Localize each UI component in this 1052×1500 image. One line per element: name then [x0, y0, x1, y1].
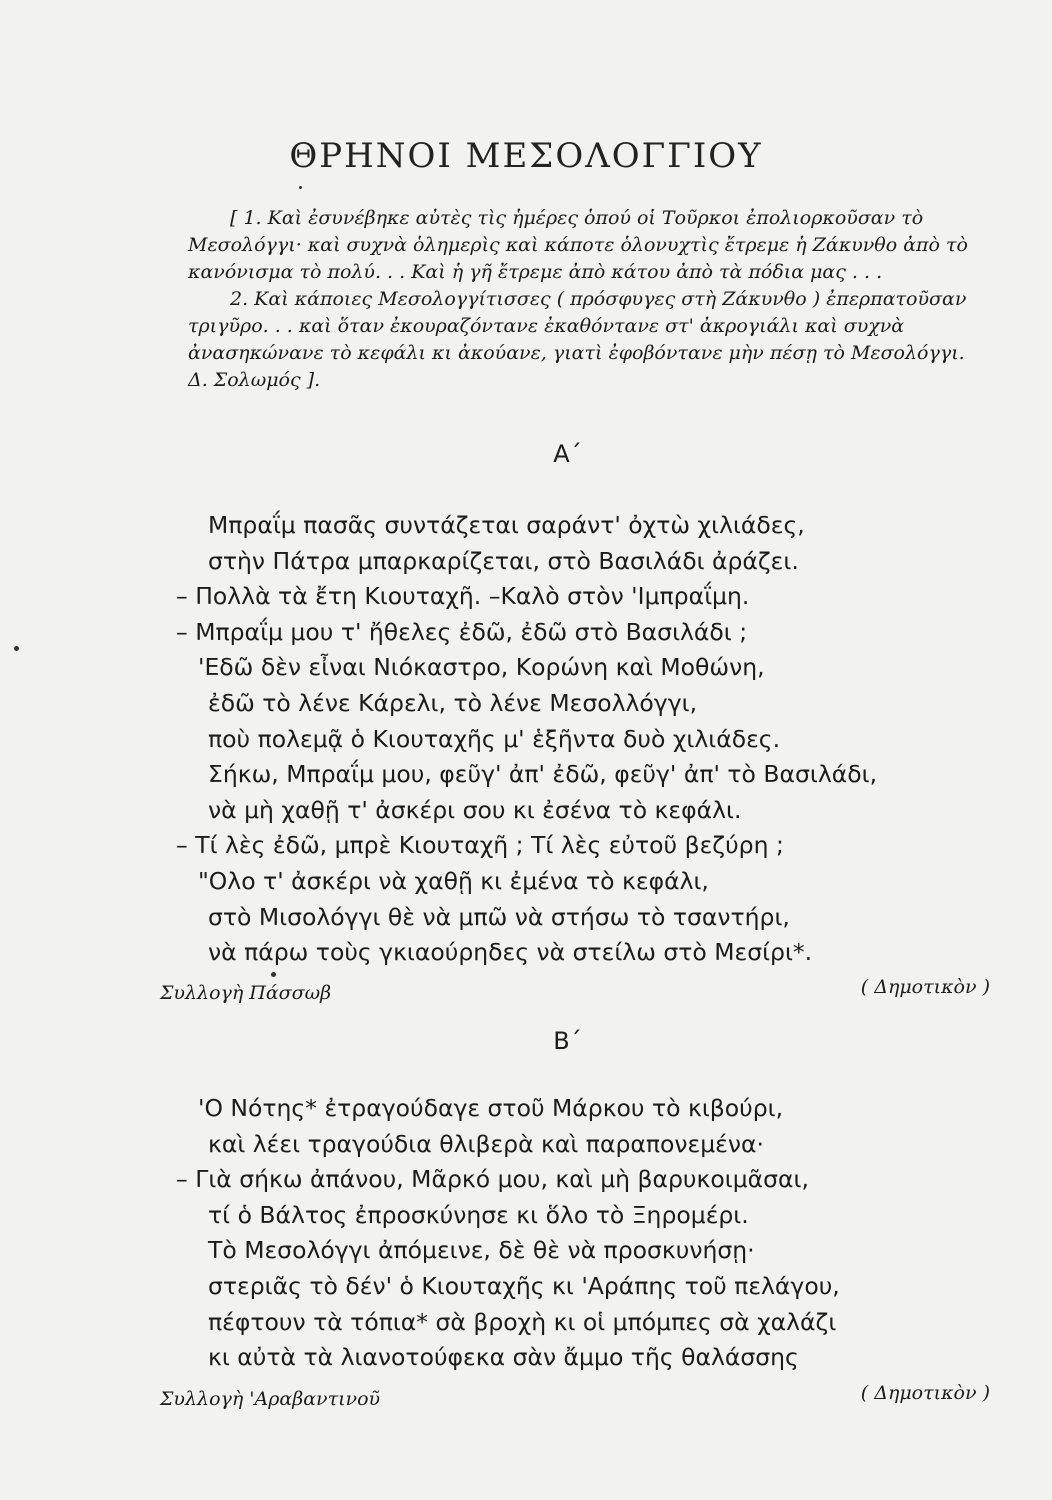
verse-line: 'Εδῶ δὲν εἶναι Νιόκαστρο, Κορώνη καὶ Μοθώνη, [198, 653, 765, 682]
verse-line: πέφτουν τὰ τόπια* σὰ βροχὴ κι οἱ μπόμπες σὰ χαλάζι [208, 1307, 837, 1336]
poem-b [176, 1091, 998, 1376]
verse-line: "Ολο τ' ἀσκέρι νὰ χαθῇ κι ἐμένα τὸ κεφάλι, [198, 866, 709, 895]
section-mark-b: Β΄ [553, 1027, 582, 1055]
intro-paragraph-1: [ 1. Καὶ ἐσυνέβηκε αὐτὲς τὶς ἡμέρες ὁπού οἱ Τοῦρκοι ἐπολιορκοῦσαν τὸ Μεσολόγγι· καὶ συχνὰ ὁλημερὶς καὶ κάποτε ὁλονυχτὶς ἔτρεμε ἡ Ζάκυνθο ἀπὸ τὸ κανόνισμα τὸ πολύ. . . Καὶ ἡ γῆ ἔτρεμε ἀπὸ κάτου ἀπὸ τὰ πόδια μας . . . [188, 207, 968, 283]
verse-line: στεριᾶς τὸ δέν' ὁ Κιουταχῆς κι 'Αράπης τοῦ πελάγου, [208, 1271, 840, 1300]
verse-line: τί ὁ Βάλτος ἐπροσκύνησε κι ὅλο τὸ Ξηρομέρι. [208, 1200, 749, 1229]
verse-line: ποὺ πολεμᾷ ὁ Κιουταχῆς μ' ἑξῆντα δυὸ χιλιάδες. [208, 724, 781, 753]
verse-line: Μπραΐμ πασᾶς συντάζεται σαράντ' ὀχτὼ χιλιάδες, [208, 511, 805, 539]
poem-a [176, 508, 998, 971]
ink-speck [14, 646, 19, 651]
verse-line: Σήκω, Μπραΐμ μου, φεῦγ' ἀπ' ἐδῶ, φεῦγ' ἀπ' τὸ Βασιλάδι, [208, 760, 878, 789]
ink-speck [299, 186, 302, 189]
collection-attribution: Συλλογὴ 'Αραβαντινοῦ [160, 1388, 381, 1410]
verse-line: νὰ μὴ χαθῇ τ' ἀσκέρι σου κι ἐσένα τὸ κεφάλι. [208, 795, 742, 824]
verse-line: – Πολλὰ τὰ ἔτη Κιουταχῆ. –Καλὸ στὸν 'Ιμπραΐμη. [176, 582, 750, 611]
genre-label: ( Δημοτικὸν ) [860, 1382, 990, 1404]
verse-line: – Γιὰ σήκω ἀπάνου, Μᾶρκό μου, καὶ μὴ βαρυκοιμᾶσαι, [176, 1165, 809, 1194]
verse-line: – Μπραΐμ μου τ' ἤθελες ἐδῶ, ἐδῶ στὸ Βασιλάδι ; [176, 617, 748, 646]
verse-line: 'Ο Νότης* ἐτραγούδαγε στοῦ Μάρκου τὸ κιβούρι, [198, 1094, 784, 1122]
intro-paragraph-2: 2. Καὶ κάποιες Μεσολογγίτισσες ( πρόσφυγες στὴ Ζάκυνθο ) ἐπερπατοῦσαν τριγῦρο. . . καὶ ὅταν ἐκουραζόντανε ἐκαθόντανε στ' ἀκρογιάλι καὶ συχνὰ ἀνασηκώνανε τὸ κεφάλι κι ἀκούανε, γιατὶ ἐφοβόντανε μὴν πέσῃ τὸ Μεσολόγγι. Δ. Σολωμός ]. [188, 287, 967, 391]
verse-line: καὶ λέει τραγούδια θλιβερὰ καὶ παραπονεμένα· [208, 1129, 764, 1158]
collection-attribution: Συλλογὴ Πάσσωβ [160, 982, 332, 1004]
verse-line: Τὸ Μεσολόγγι ἀπόμεινε, δὲ θὲ νὰ προσκυνήσῃ· [208, 1236, 755, 1265]
ink-speck [271, 972, 276, 977]
verse-line: στὴν Πάτρα μπαρκαρίζεται, στὸ Βασιλάδι ἀράζει. [208, 546, 799, 575]
verse-line: ἐδῶ τὸ λένε Κάρελι, τὸ λένε Μεσολλόγγι, [208, 688, 698, 717]
introduction [188, 205, 978, 394]
genre-label: ( Δημοτικὸν ) [860, 976, 990, 998]
verse-line: νὰ πάρω τοὺς γκιαούρηδες νὰ στείλω στὸ Μεσίρι*. [208, 938, 813, 967]
section-mark-a: Α΄ [553, 440, 582, 468]
page-title: ΘΡΗΝΟΙ ΜΕΣΟΛΟΓΓΙΟΥ [289, 136, 763, 176]
verse-line: κι αὐτὰ τὰ λιανοτούφεκα σὰν ἄμμο τῆς θαλάσσης [208, 1343, 799, 1372]
verse-line: στὸ Μισολόγγι θὲ νὰ μπῶ νὰ στήσω τὸ τσαντήρι, [208, 902, 790, 931]
verse-line: – Τί λὲς ἐδῶ, μπρὲ Κιουταχῆ ; Τί λὲς εὐτοῦ βεζύρη ; [176, 831, 784, 860]
